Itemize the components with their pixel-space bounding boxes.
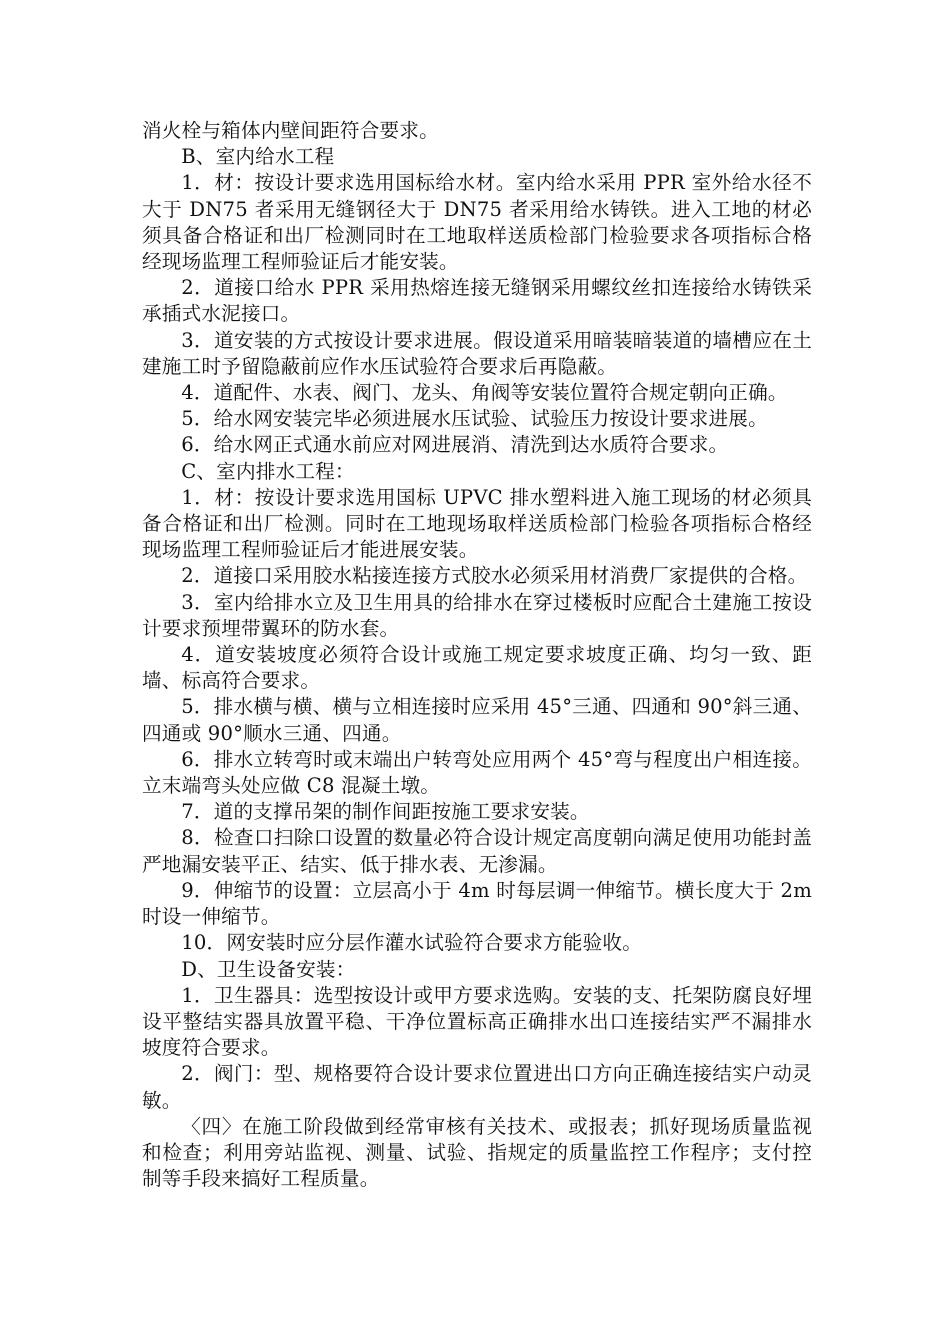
section-heading-c: C、室内排水工程： <box>181 459 355 483</box>
document-body <box>142 118 812 1192</box>
paragraph: 1．卫生器具：选型按设计或甲方要求选购。安装的支、托架防腐良好埋设平整结实器具放置平稳、干净位置标高正确排水出口连接结实严不漏排水坡度符合要求。 <box>142 983 812 1060</box>
paragraph: 3．室内给排水立及卫生用具的给排水在穿过楼板时应配合土建施工按设计要求预埋带翼环的防水套。 <box>142 590 812 640</box>
paragraph: 6．给水网正式通水前应对网进展消、清洗到达水质符合要求。 <box>181 433 729 457</box>
paragraph: 10．网安装时应分层作灌水试验符合要求方能验收。 <box>181 931 642 955</box>
paragraph: 4．道安装坡度必须符合设计或施工规定要求坡度正确、均匀一致、距墙、标高符合要求。 <box>142 643 812 693</box>
paragraph: 8．检查口扫除口设置的数量必符合设计规定高度朝向满足使用功能封盖严地漏安装平正、结实、低于排水表、无渗漏。 <box>142 826 812 876</box>
paragraph: 〈四〉在施工阶段做到经常审核有关技术、或报表；抓好现场质量监视和检查；利用旁站监视、测量、试验、指规定的质量监控工作程序；支付控制等手段来搞好工程质量。 <box>142 1114 812 1191</box>
paragraph: 3．道安装的方式按设计要求进展。假设道采用暗装暗装道的墙槽应在土建施工时予留隐蔽前应作水压试验符合要求后再隐蔽。 <box>142 328 812 378</box>
paragraph: 7．道的支撑吊架的制作间距按施工要求安装。 <box>181 800 590 824</box>
paragraph: 5．给水网安装完毕必须进展水压试验、试验压力按设计要求进展。 <box>181 407 768 431</box>
paragraph: 消火栓与箱体内壁间距符合要求。 <box>142 119 439 142</box>
paragraph: 1．材：按设计要求选用国标 UPVC 排水塑料进入施工现场的材必须具备合格证和出厂检测。同时在工地现场取样送质检部门检验各项指标合格经现场监理工程师验证后才能进展安装。 <box>142 485 812 562</box>
paragraph: 2．阀门：型、规格要符合设计要求位置进出口方向正确连接结实户动灵敏。 <box>142 1062 812 1112</box>
paragraph: 2．道接口给水 PPR 采用热熔连接无缝钢采用螺纹丝扣连接给水铸铁采承插式水泥接口。 <box>142 276 812 326</box>
paragraph: 9．伸缩节的设置：立层高小于 4m 时每层调一伸缩节。横长度大于 2m 时设一伸缩节。 <box>142 878 812 929</box>
section-heading-d: D、卫生设备安装： <box>181 957 356 981</box>
paragraph: 4．道配件、水表、阀门、龙头、角阀等安装位置符合规定朝向正确。 <box>181 381 788 405</box>
paragraph: 2．道接口采用胶水粘接连接方式胶水必须采用材消费厂家提供的合格。 <box>181 564 808 588</box>
paragraph: 6．排水立转弯时或末端出户转弯处应用两个 45°弯与程度出户相连接。立末端弯头处应做 C8 混凝土墩。 <box>142 747 812 798</box>
section-heading-b: B、室内给水工程 <box>181 145 335 169</box>
paragraph: 5．排水横与横、横与立相连接时应采用 45°三通、四通和 90°斜三通、四通或 90°顺水三通、四通。 <box>142 695 812 745</box>
paragraph: 1．材：按设计要求选用国标给水材。室内给水采用 PPR 室外给水径不大于 DN75 者采用无缝钢径大于 DN75 者采用给水铸铁。进入工地的材必须具备合格证和出厂检测同时在工地取样送质检部门检验要求各项指标合格经现场监理工程师验证后才能安装。 <box>142 171 812 274</box>
